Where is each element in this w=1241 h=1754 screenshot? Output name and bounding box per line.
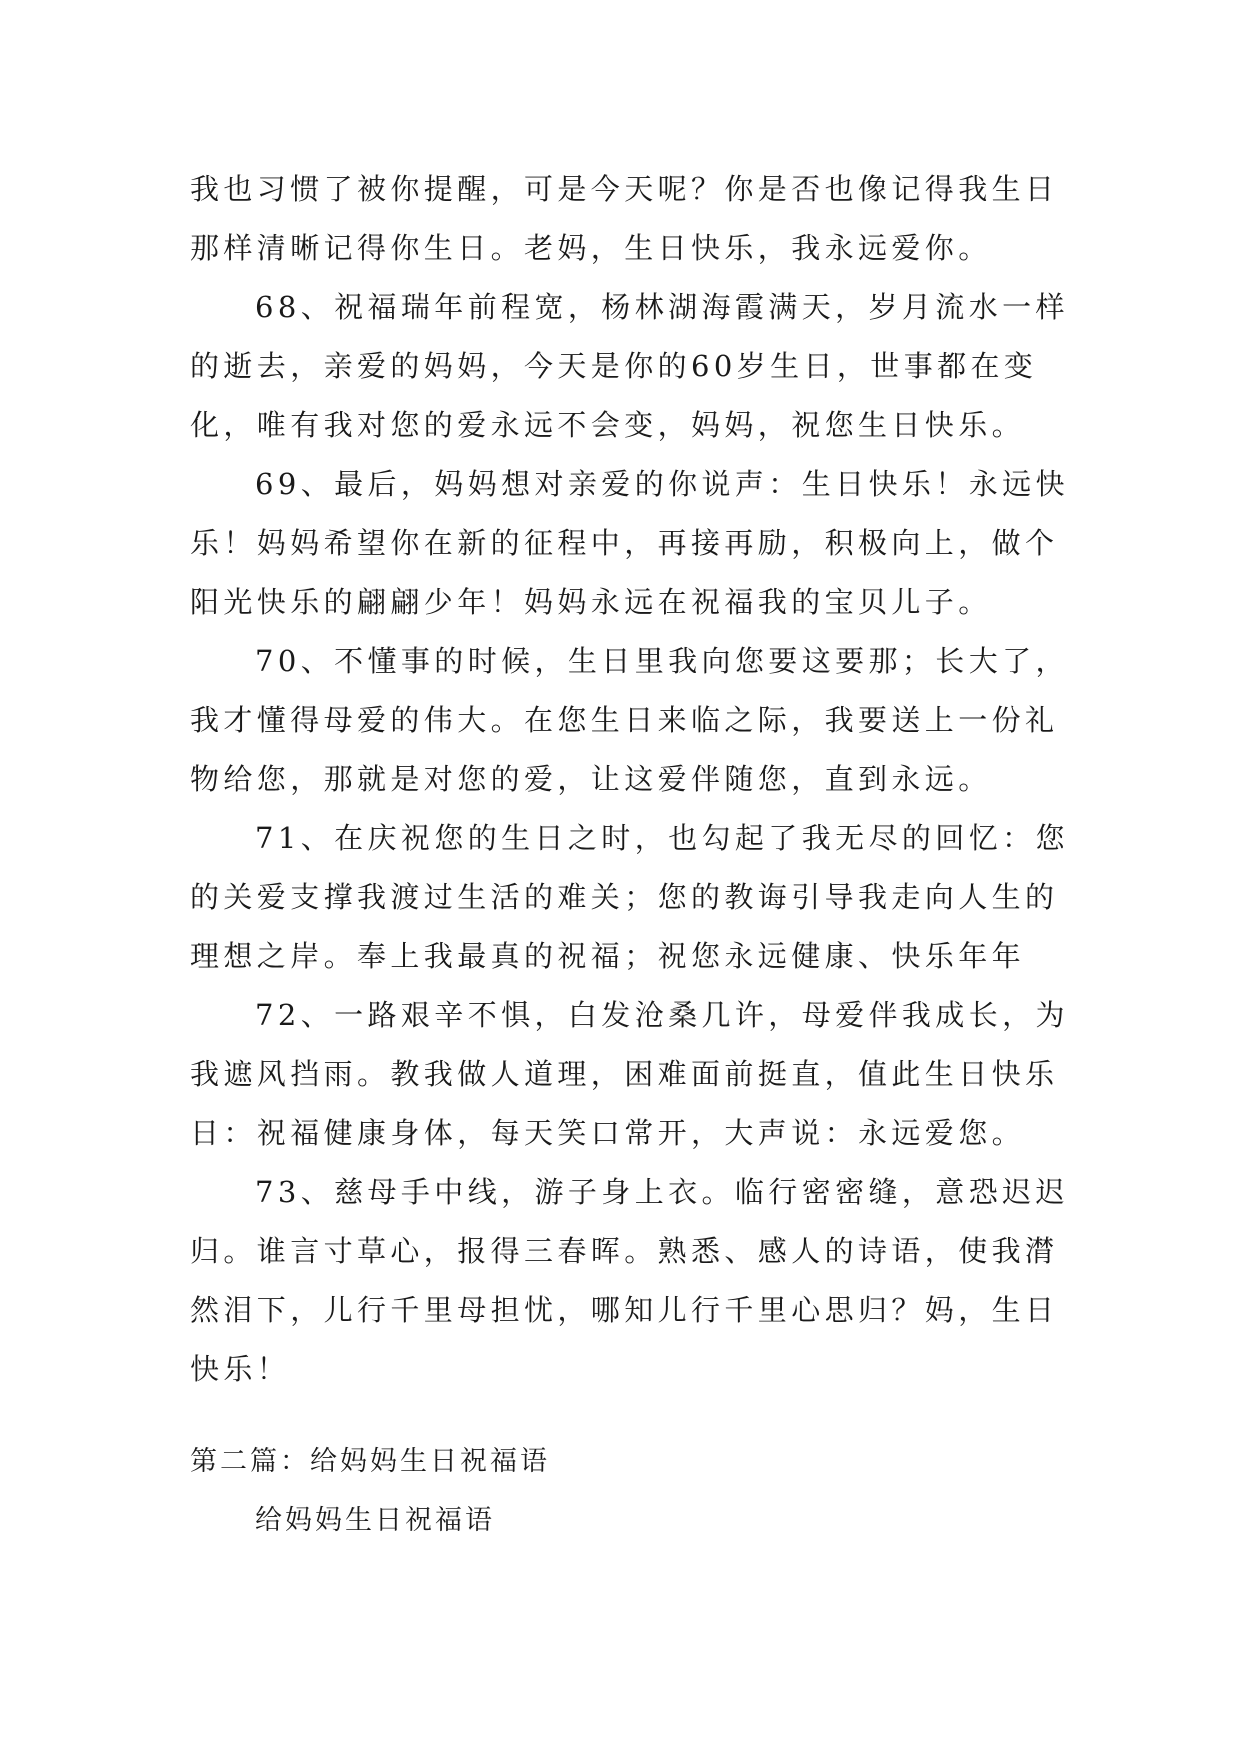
body-text-line: 乐！妈妈希望你在新的征程中，再接再励，积极向上，做个 [190,526,1059,560]
paragraph-70-start: 70、不懂事的时候，生日里我向您要这要那；长大了， [255,644,1069,678]
body-text-line: 日：祝福健康身体，每天笑口常开，大声说：永远爱您。 [190,1116,1026,1150]
paragraph-69-start: 69、最后，妈妈想对亲爱的你说声：生日快乐！永远快 [255,467,1069,501]
body-text-line: 快乐！ [190,1352,291,1386]
body-text-line: 理想之岸。奉上我最真的祝福；祝您永远健康、快乐年年 [190,939,1026,973]
body-text-line: 化，唯有我对您的爱永远不会变，妈妈，祝您生日快乐。 [190,408,1026,442]
body-text-line: 那样清晰记得你生日。老妈，生日快乐，我永远爱你。 [190,231,992,265]
body-text-line: 阳光快乐的翩翩少年！妈妈永远在祝福我的宝贝儿子。 [190,585,992,619]
paragraph-68-start: 68、祝福瑞年前程宽，杨林湖海霞满天，岁月流水一样 [255,290,1069,324]
section-subtitle: 给妈妈生日祝福语 [255,1505,495,1536]
body-text-line: 我遮风挡雨。教我做人道理，困难面前挺直，值此生日快乐 [190,1057,1059,1091]
body-text-line: 归。谁言寸草心，报得三春晖。熟悉、感人的诗语，使我潸 [190,1234,1059,1268]
body-text-line: 的关爱支撑我渡过生活的难关；您的教诲引导我走向人生的 [190,880,1059,914]
paragraph-71-start: 71、在庆祝您的生日之时，也勾起了我无尽的回忆：您 [255,821,1069,855]
body-text-line: 然泪下，儿行千里母担忧，哪知儿行千里心思归？妈，生日 [190,1293,1059,1327]
body-text-line: 物给您，那就是对您的爱，让这爱伴随您，直到永远。 [190,762,992,796]
body-text-line: 我才懂得母爱的伟大。在您生日来临之际，我要送上一份礼 [190,703,1059,737]
body-text-line: 我也习惯了被你提醒，可是今天呢？你是否也像记得我生日 [190,172,1059,206]
paragraph-73-start: 73、慈母手中线，游子身上衣。临行密密缝，意恐迟迟 [255,1175,1069,1209]
section-title: 第二篇：给妈妈生日祝福语 [190,1446,550,1477]
paragraph-72-start: 72、一路艰辛不惧，白发沧桑几许，母爱伴我成长，为 [255,998,1069,1032]
body-text-line: 的逝去，亲爱的妈妈，今天是你的60岁生日，世事都在变 [190,349,1038,383]
